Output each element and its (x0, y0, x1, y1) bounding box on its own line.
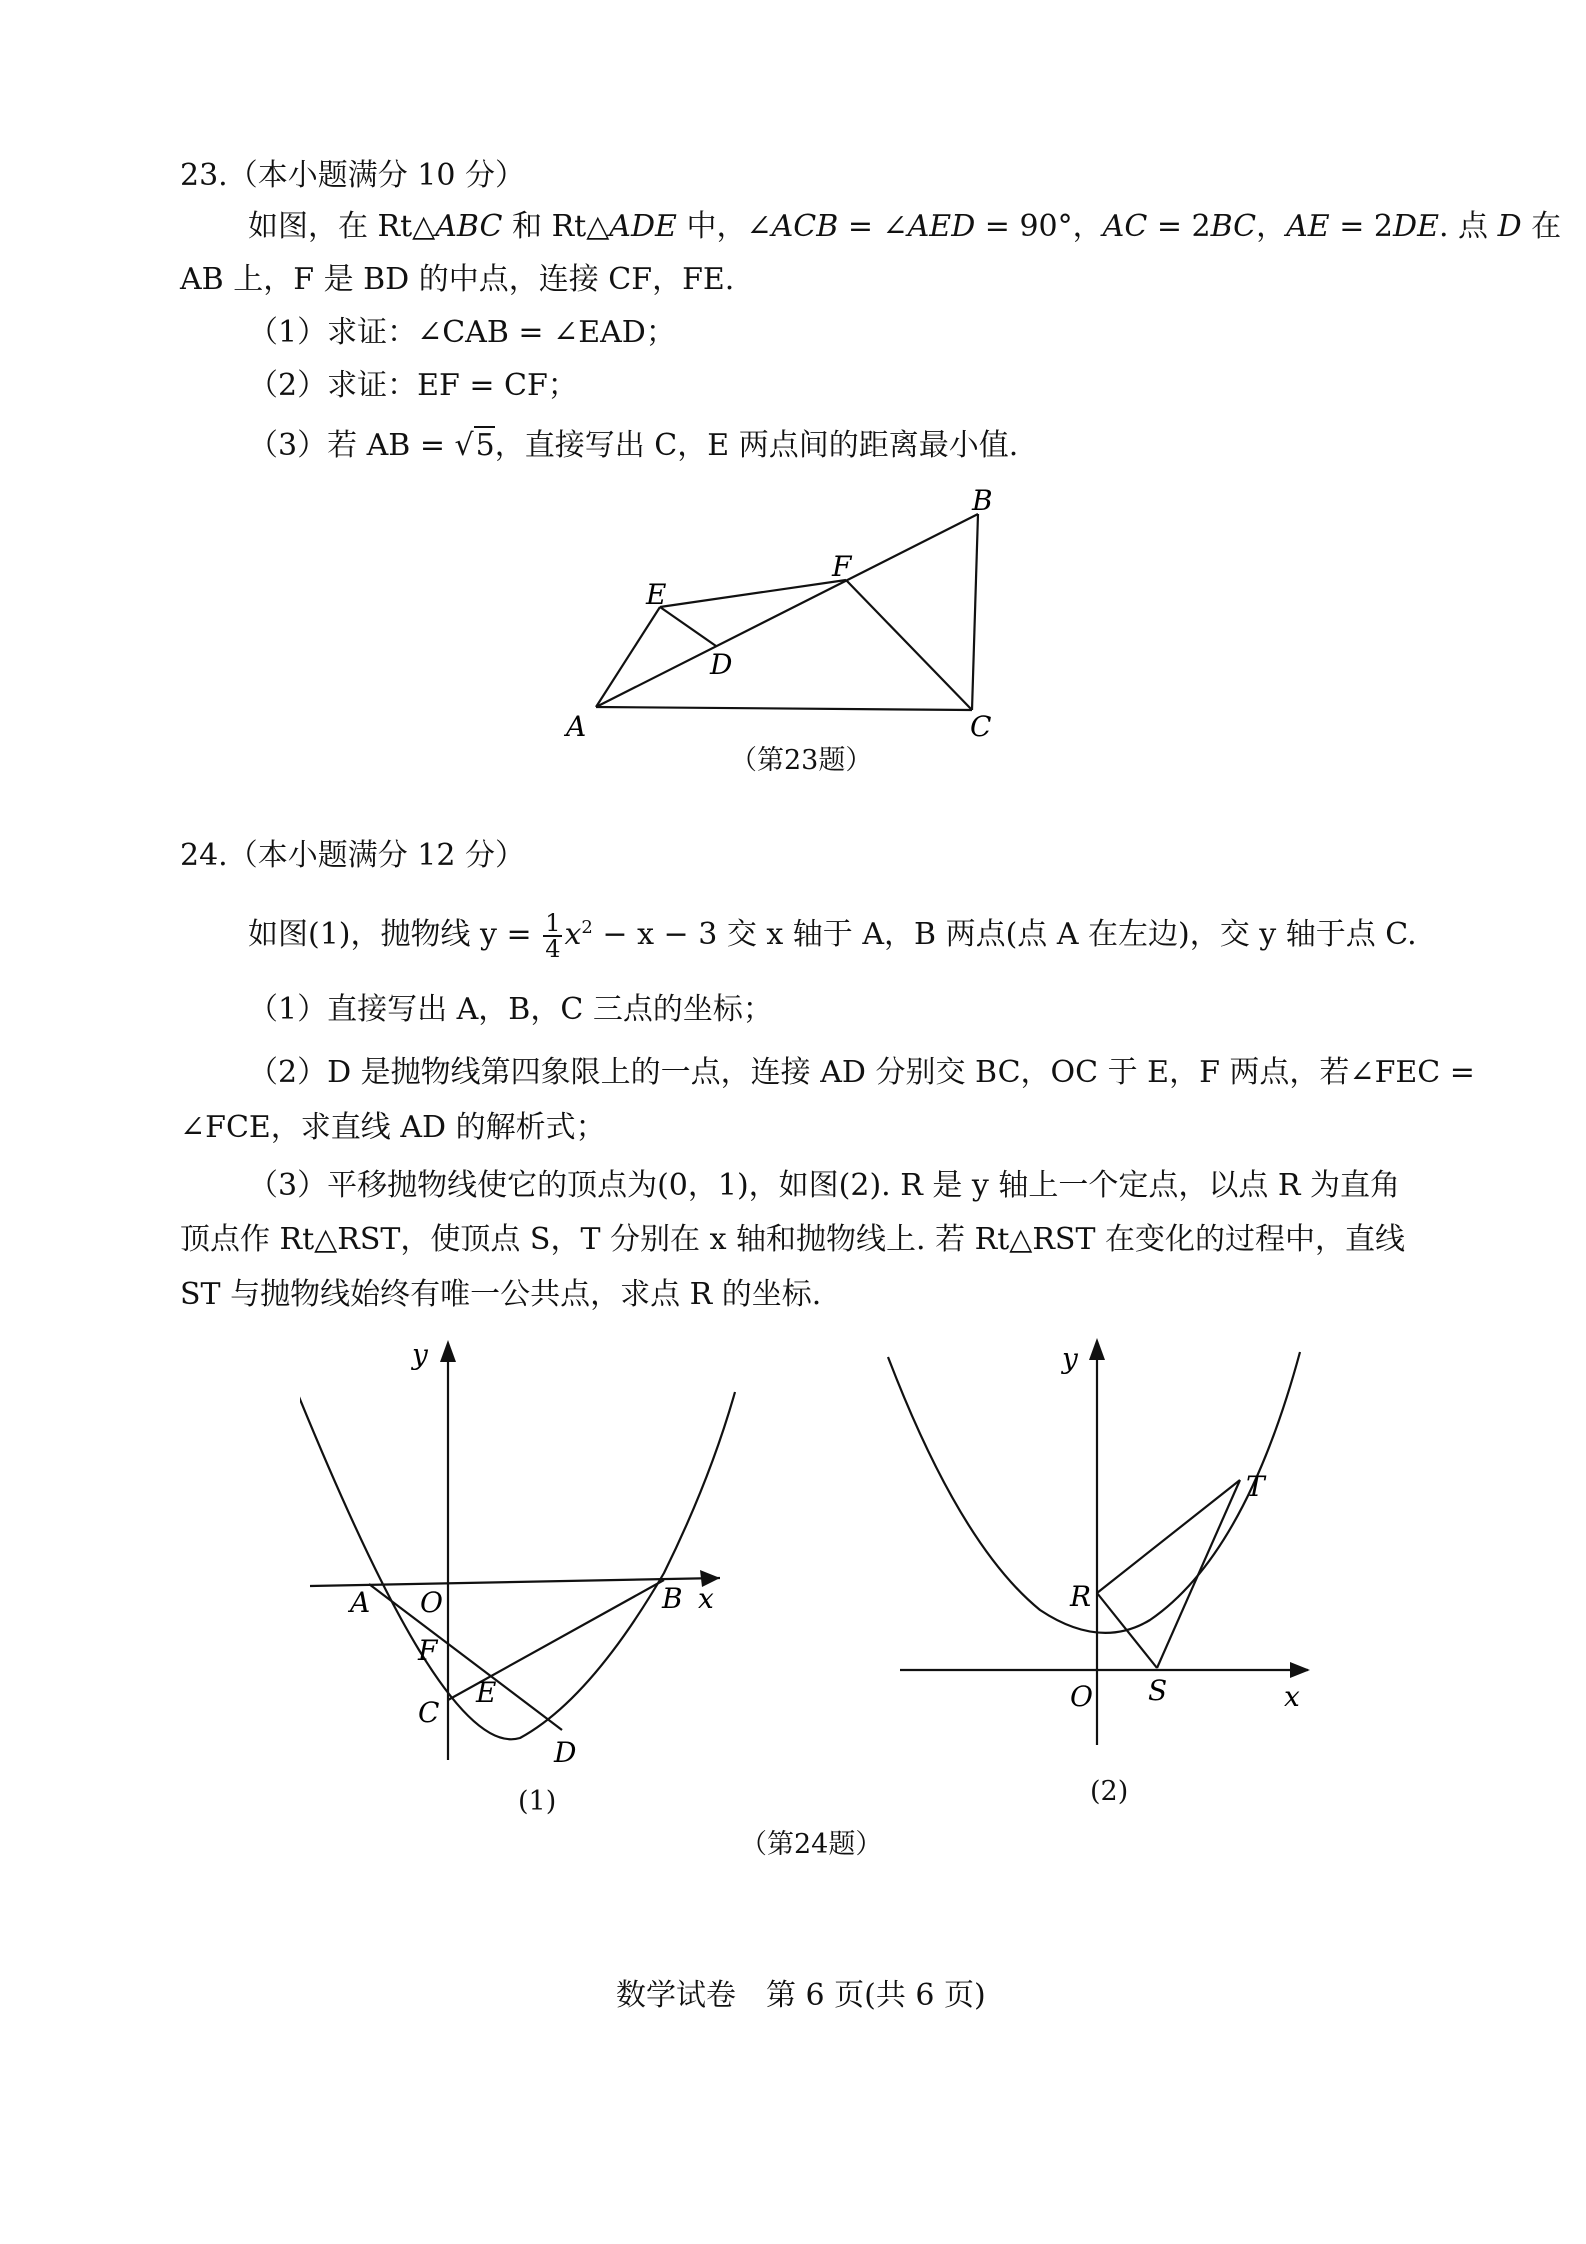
q24-part1: （1）直接写出 A，B，C 三点的坐标； (248, 992, 773, 1027)
q23-stem-text: = ∠ (838, 209, 908, 244)
q24-fig2-label-O: O (1070, 1680, 1093, 1713)
q24-fig2-label-y: y (1062, 1342, 1078, 1375)
q24-fig2-label-S: S (1148, 1674, 1168, 1707)
q23-stem-math: ADE (609, 209, 677, 244)
q23-stem-text: 和 Rt△ (502, 209, 610, 244)
q24-figure-1 (300, 1320, 760, 1780)
q23-stem-text: 中，∠ (676, 209, 772, 244)
q24-fraction-denominator: 4 (545, 935, 561, 963)
q23-stem-text: = 2 (1147, 209, 1211, 244)
q24-fig1-label-B: B (662, 1582, 683, 1615)
q24-fig1-label-E: E (476, 1676, 497, 1709)
q23-label-F: F (832, 550, 852, 583)
q23-label-C: C (970, 710, 992, 743)
q24-fig1-label-y: y (412, 1338, 428, 1371)
q23-figure (540, 470, 1020, 770)
q23-header: 23.（本小题满分 10 分） (180, 158, 525, 193)
q23-stem-math: ABC (435, 209, 503, 244)
q24-fraction (543, 911, 562, 961)
q23-stem-line1 (248, 207, 1561, 247)
q24-figure-1-caption: (1) (518, 1786, 557, 1817)
q23-stem-math: AE (1286, 209, 1330, 244)
q24-stem-text: − x − 3 交 x 轴于 A，B 两点(点 A 在左边)，交 y 轴于点 C. (592, 917, 1417, 952)
q23-label-B: B (972, 484, 993, 517)
q24-stem-text: 如图(1)，抛物线 y = (248, 917, 542, 952)
q24-part2-line2: ∠FCE，求直线 AD 的解析式； (180, 1110, 606, 1145)
q23-stem-text: = 2 (1329, 209, 1394, 244)
q24-part2-line1: （2）D 是抛物线第四象限上的一点，连接 AD 分别交 BC，OC 于 E，F 两点，若∠FEC = (248, 1055, 1475, 1090)
q23-part3-radicand: 5 (475, 428, 495, 463)
q24-part3-line1: （3）平移抛物线使它的顶点为(0，1)，如图(2). R 是 y 轴上一个定点，以点 R 为直角 (248, 1168, 1401, 1203)
q23-stem-math: AED (907, 209, 976, 244)
q23-stem-math: BC (1210, 209, 1257, 244)
q23-label-D: D (710, 648, 733, 681)
q24-fig2-label-R: R (1070, 1580, 1092, 1613)
q24-part3-line3: ST 与抛物线始终有唯一公共点，求点 R 的坐标. (180, 1277, 822, 1312)
q23-stem-text: ， (1256, 209, 1287, 244)
q23-label-A: A (566, 710, 587, 743)
q24-fig1-label-F: F (418, 1634, 438, 1667)
q24-fig2-label-x: x (1284, 1680, 1300, 1713)
q23-figure-caption: （第23题） (730, 745, 873, 776)
q23-stem-text: 在 (1521, 209, 1562, 244)
q23-stem-text: 如图，在 Rt△ (248, 209, 436, 244)
sqrt-icon: √ (454, 428, 474, 463)
q24-stem-math: x (564, 917, 582, 952)
q24-fraction-numerator: 1 (545, 909, 561, 937)
q24-figure-2 (880, 1320, 1320, 1760)
q23-stem-line2: AB 上，F 是 BD 的中点，连接 CF，FE. (180, 262, 735, 297)
q23-stem-math: D (1497, 209, 1522, 244)
q24-fig1-label-D: D (554, 1736, 577, 1769)
q23-stem-math: ACB (771, 209, 839, 244)
q23-part1: （1）求证：∠CAB = ∠EAD； (248, 315, 676, 350)
q24-fig2-label-T: T (1246, 1470, 1265, 1503)
q23-stem-text: . 点 (1438, 209, 1498, 244)
q24-figure-2-caption: (2) (1090, 1776, 1129, 1807)
q24-fig1-label-A: A (350, 1586, 371, 1619)
q23-part3-text: （3）若 AB = (248, 428, 455, 463)
q23-stem-math: AC (1102, 209, 1148, 244)
q24-figure-caption: （第24题） (740, 1829, 883, 1860)
q24-fig1-label-O: O (420, 1586, 443, 1619)
q23-stem-text: = 90°， (975, 209, 1103, 244)
q24-fig1-label-C: C (418, 1696, 440, 1729)
q23-part2: （2）求证：EF = CF； (248, 368, 578, 403)
q24-part3-line2: 顶点作 Rt△RST，使顶点 S，T 分别在 x 轴和抛物线上. 若 Rt△RST 在变化的过程中，直线 (180, 1222, 1406, 1257)
page-footer: 数学试卷 第 6 页(共 6 页) (616, 1978, 986, 2013)
q24-stem (248, 908, 1417, 961)
q23-part3 (248, 426, 1018, 466)
q24-fig1-label-x: x (698, 1582, 714, 1615)
q23-part3-text: ，直接写出 C，E 两点间的距离最小值. (494, 428, 1019, 463)
q23-label-E: E (646, 578, 667, 611)
q23-stem-math: DE (1393, 209, 1439, 244)
q24-stem-exponent: 2 (581, 917, 593, 938)
q24-header: 24.（本小题满分 12 分） (180, 838, 525, 873)
